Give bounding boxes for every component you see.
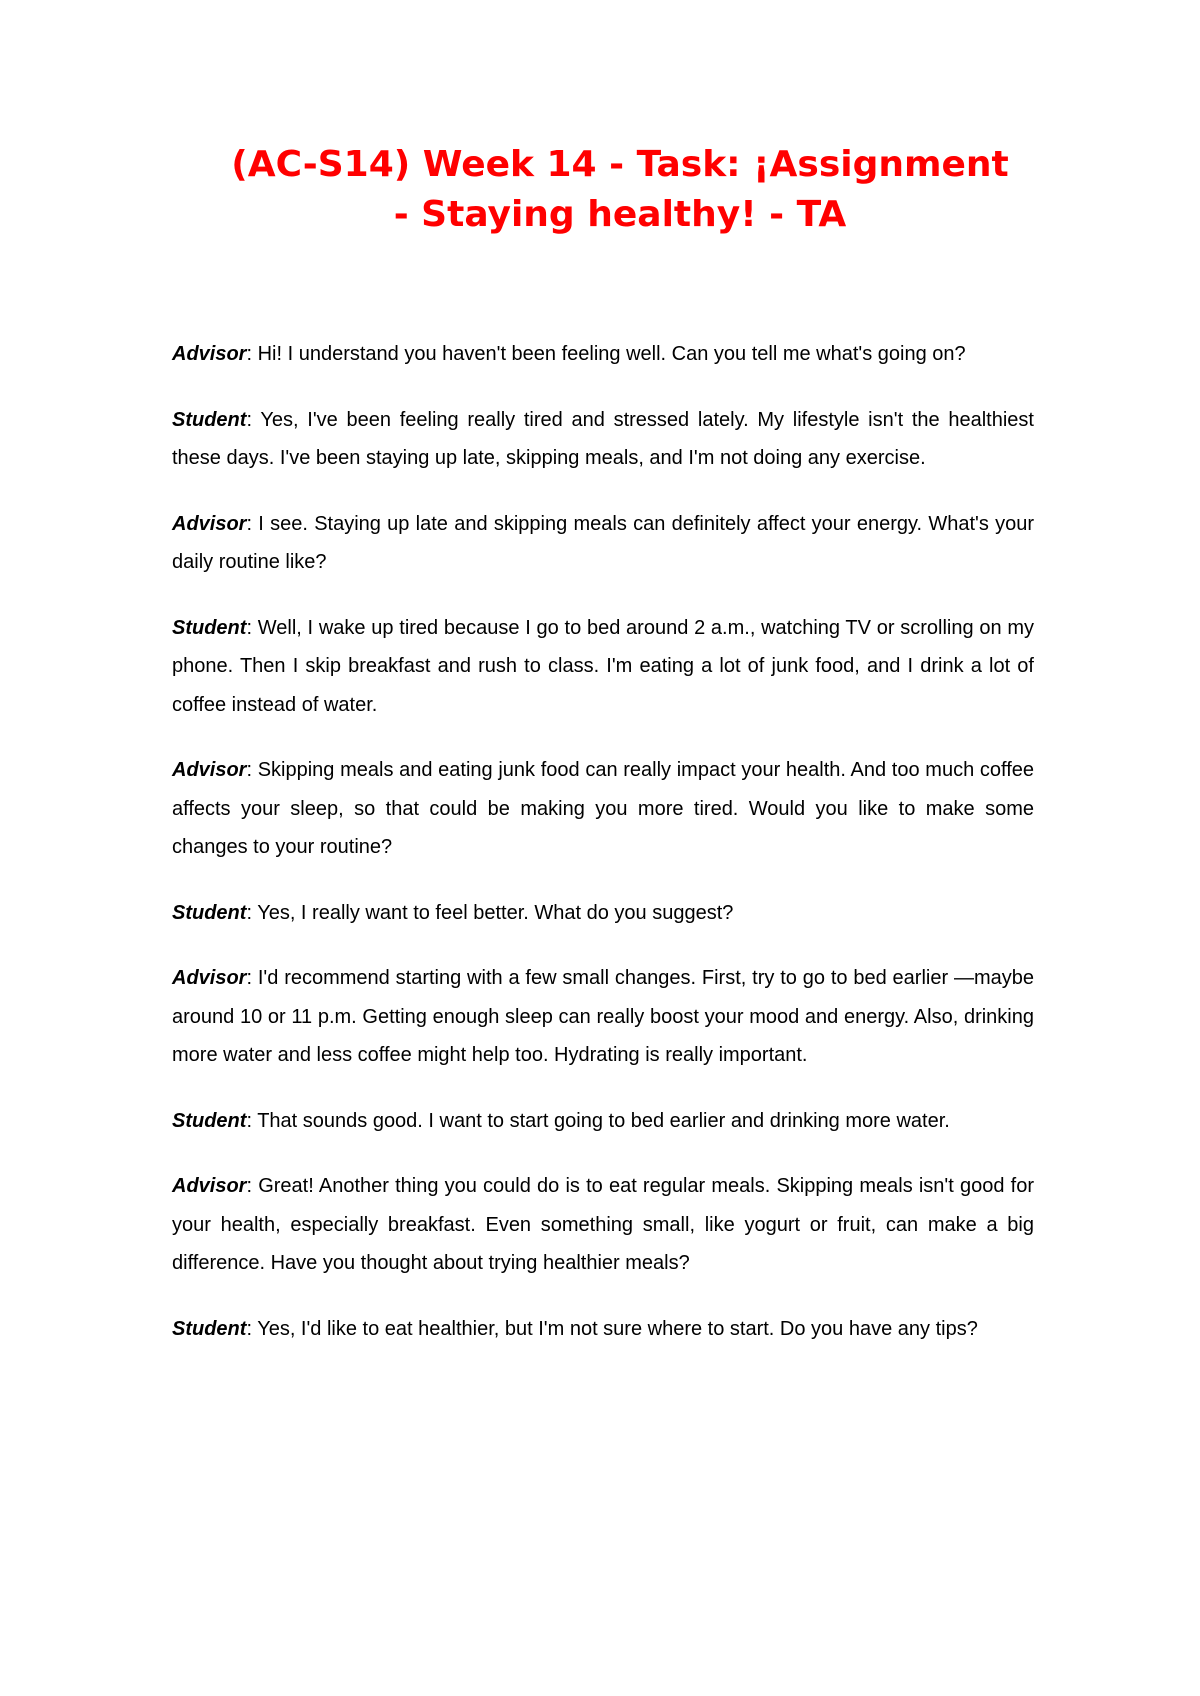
- dialogue-turn: [172, 1167, 1034, 1283]
- dialogue-turn: [172, 894, 1034, 933]
- dialogue-turn: [172, 505, 1034, 582]
- turn-text: : Yes, I really want to feel better. What do you suggest?: [246, 901, 734, 924]
- speaker-label: Student: [172, 1109, 247, 1132]
- turn-text: : Well, I wake up tired because I go to bed around 2 a.m., watching TV or scrolling on my phone. Then I skip breakfast and rush to class. I'm eating a lot of junk food, and I drink a lot of coffee instead of water.: [172, 616, 1034, 716]
- turn-text: : That sounds good. I want to start going to bed earlier and drinking more water.: [246, 1109, 950, 1132]
- speaker-label: Advisor: [172, 967, 247, 989]
- title-line-1: (AC-S14) Week 14 - Task: ¡Assignment: [231, 144, 1009, 185]
- turn-text: : Yes, I'd like to eat healthier, but I'm not sure where to start. Do you have any tips?: [246, 1317, 978, 1340]
- speaker-label: Advisor: [172, 759, 247, 781]
- speaker-label: Student: [172, 1317, 247, 1340]
- title-line-2: - Staying healthy! - TA: [393, 194, 847, 235]
- dialogue: [172, 335, 1034, 1375]
- turn-text: : Yes, I've been feeling really tired and stressed lately. My lifestyle isn't the healthiest these days. I've been staying up late, skipping meals, and I'm not doing any exercise.: [172, 408, 1034, 469]
- speaker-label: Advisor: [172, 343, 247, 365]
- turn-text: : I'd recommend starting with a few small changes. First, try to go to bed earlier —maybe around 10 or 11 p.m. Getting enough sleep can really boost your mood and energy. Also, drinking more water and less coffee might help too. Hydrating is really important.: [172, 967, 1034, 1066]
- speaker-label: Student: [172, 616, 247, 639]
- document-title: [170, 140, 1070, 240]
- dialogue-turn: [172, 1310, 1034, 1349]
- turn-text: : Great! Another thing you could do is to eat regular meals. Skipping meals isn't good for your health, especially breakfast. Even something small, like yogurt or fruit, can make a big difference. Have you thought about trying healthier meals?: [172, 1175, 1034, 1274]
- dialogue-turn: [172, 335, 1034, 374]
- dialogue-turn: [172, 609, 1034, 725]
- speaker-label: Student: [172, 408, 247, 431]
- speaker-label: Advisor: [172, 512, 247, 535]
- dialogue-turn: [172, 401, 1034, 478]
- dialogue-turn: [172, 751, 1034, 867]
- turn-text: : Hi! I understand you haven't been feeling well. Can you tell me what's going on?: [246, 343, 966, 365]
- speaker-label: Student: [172, 901, 247, 924]
- dialogue-turn: [172, 959, 1034, 1075]
- turn-text: : Skipping meals and eating junk food can really impact your health. And too much coffee affects your sleep, so that could be making you more tired. Would you like to make some changes to your routine?: [172, 759, 1034, 858]
- speaker-label: Advisor: [172, 1175, 247, 1197]
- turn-text: : I see. Staying up late and skipping meals can definitely affect your energy. What's your daily routine like?: [172, 512, 1034, 573]
- dialogue-turn: [172, 1102, 1034, 1141]
